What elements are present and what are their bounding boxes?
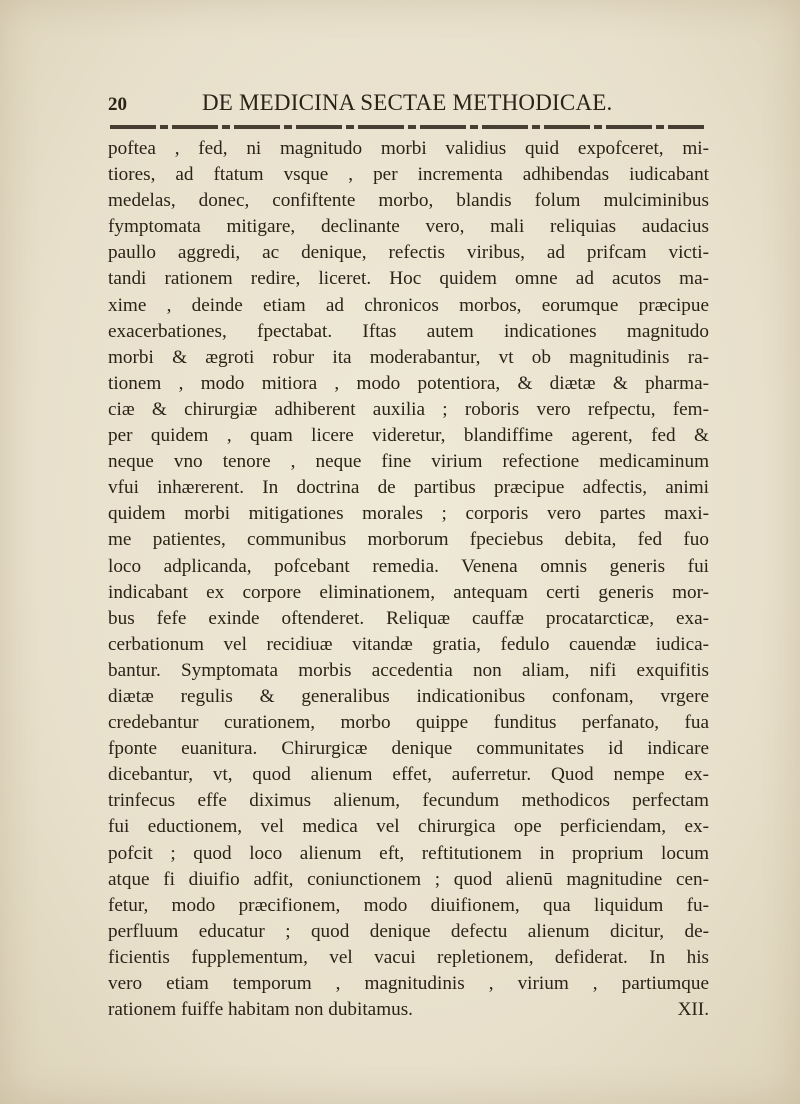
text-line: xime , deinde etiam ad chronicos morbos, eorumque præcipue [108,294,709,316]
text-line: paullo aggredi, ac denique, refectis viribus, ad prifcam victi- [108,242,709,264]
text-line: cerbationum vel recidiuæ vitandæ gratia, fedulo cauendæ iudica- [108,633,709,655]
text-line: tionem , modo mitiora , modo potentiora, & diætæ & pharma- [108,372,709,394]
text-line: exacerbationes, fpectabat. Iftas autem indicationes magnitudo [108,320,709,342]
catchword: XII. [677,999,709,1021]
text-line: poftea , fed, ni magnitudo morbi validius quid expofceret, mi- [108,138,709,159]
text-line: ciæ & chirurgiæ adhiberent auxilia ; roboris vero refpectu, fem- [108,398,709,420]
text-line: vfui inhærerent. In doctrina de partibus præcipue adfectis, animi [108,477,709,499]
text-line: trinfecus effe diximus alienum, fecundum methodicos perfectam [108,790,709,812]
text-line: fetur, modo præcifionem, modo diuifionem, qua liquidum fu- [108,894,709,916]
page-header [108,90,708,120]
body-text [108,136,709,1023]
text-line: pofcit ; quod loco alienum eft, reftitutionem in proprium locum [108,842,709,864]
text-line: tandi rationem redire, liceret. Hoc quidem omne ad acutos ma- [108,268,709,290]
header-rule [110,125,704,129]
text-line: perfluum educatur ; quod denique defectu alienum dicitur, de- [108,920,709,942]
text-line: fponte euanitura. Chirurgicæ denique communitates id indicare [108,738,709,760]
text-line-last [108,997,709,1023]
page-number: 20 [108,94,127,115]
text-line: fui eductionem, vel medica vel chirurgica ope perficiendam, ex- [108,816,709,838]
running-title: DE MEDICINA SECTAE METHODICAE. [202,90,613,115]
text-line: loco adplicanda, pofcebant remedia. Venena omnis generis fui [108,555,709,577]
text-line: bantur. Symptomata morbis accedentia non aliam, nifi exquifitis [108,659,709,681]
text-line: neque vno tenore , neque fine virium refectione medicaminum [108,451,709,473]
text-line: fymptomata mitigare, declinante vero, mali reliquias audacius [108,216,709,238]
text-line: quidem morbi mitigationes morales ; corporis vero partes maxi- [108,503,709,525]
text-line: atque fi diuifio adfit, coniunctionem ; quod alienū magnitudine cen- [108,868,709,890]
text-line: medelas, donec, confiftente morbo, blandis folum mulciminibus [108,190,709,212]
text-line: credebantur curationem, morbo quippe funditus perfanato, fua [108,712,709,734]
text-line: diætæ regulis & generalibus indicationibus confonam, vrgere [108,685,709,707]
text-line: per quidem , quam licere videretur, blandiffime agerent, fed & [108,425,709,447]
text-line: dicebantur, vt, quod alienum effet, auferretur. Quod nempe ex- [108,764,709,786]
text-line: morbi & ægroti robur ita moderabantur, vt ob magnitudinis ra- [108,346,709,368]
text-line: ficientis fupplementum, vel vacui repletionem, defiderat. In his [108,946,709,968]
last-line-text: rationem fuiffe habitam non dubitamus. [108,999,413,1021]
text-line: vero etiam temporum , magnitudinis , virium , partiumque [108,973,709,994]
text-line: bus fefe exinde oftenderet. Reliquæ cauffæ procatarcticæ, exa- [108,607,709,629]
text-line: me patientes, communibus morborum fpeciebus debita, fed fuo [108,529,709,551]
text-line: indicabant ex corpore eliminationem, antequam certi generis mor- [108,581,709,603]
text-line: tiores, ad ftatum vsque , per incrementa adhibendas iudicabant [108,164,709,186]
